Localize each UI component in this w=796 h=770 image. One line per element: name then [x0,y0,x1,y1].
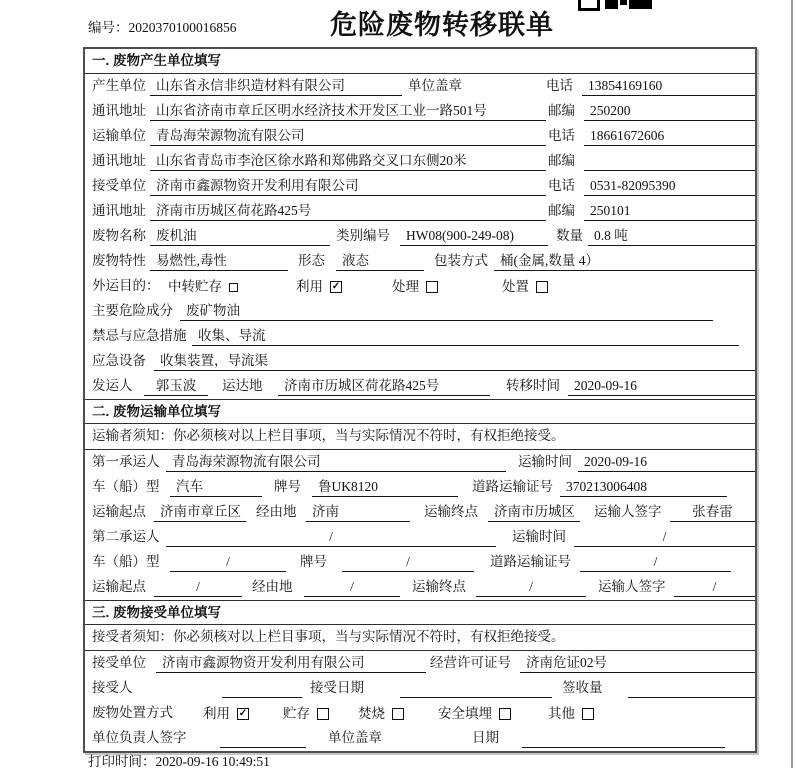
field-label: 单位盖章 [408,78,462,94]
checkbox-label: 安全填埋 [438,706,492,722]
form-row [85,199,755,224]
form-section [85,600,755,751]
checkbox-field [358,706,438,723]
field-label: 通讯地址 [92,203,146,219]
field-value: / [574,529,755,547]
field-label: 运输人签字 [594,504,662,520]
field-label: 发运人 [92,378,133,394]
field-label: 日期 [472,730,499,746]
section-header: 三. 废物接受单位填写 [85,600,755,625]
field-value: 收集装置，导流渠 [154,353,755,371]
checkbox-field [168,279,296,296]
checkbox-unchecked [499,708,511,720]
checkbox-label: 中转贮存 [168,279,222,295]
form-row [85,99,755,124]
field-label: 道路运输证号 [472,479,553,495]
field-value: 桶(金属,数量 4） [494,253,755,271]
field-label: 通讯地址 [92,153,146,169]
form-section [85,49,755,399]
field-label: 运输终点 [424,504,478,520]
field-value: 郭玉波 [144,378,208,396]
field-value: 废机油 [150,228,330,246]
field-label: 接受人 [92,680,133,696]
field-value: 鲁UK8120 [312,479,458,497]
field-value: 250200 [584,103,755,121]
form-row [85,349,755,374]
field-value: 济南市历城区 [488,504,580,522]
print-time: 打印时间：2020-09-16 10:49:51 [88,754,270,769]
field-label: 邮编 [548,103,575,119]
field-value-empty [220,732,306,748]
checkbox-label: 焚烧 [358,706,385,722]
field-label: 主要危险成分 [92,303,173,319]
form-row [85,726,755,751]
field-label: 接受日期 [310,680,364,696]
field-label: 通讯地址 [92,103,146,119]
form-row [85,550,755,575]
field-value: 2020-09-16 [578,454,755,472]
field-label: 运达地 [222,378,263,394]
field-label: 废物特性 [92,253,146,269]
form-row [85,701,755,726]
form-section [85,399,755,600]
form-row [85,500,755,525]
field-label: 单位盖章 [328,730,382,746]
field-label: 运输时间 [518,454,572,470]
checkbox-field [502,279,548,296]
field-value: 济南市章丘区 [154,504,246,522]
field-value: 济南市历城区荷花路425号 [150,203,546,221]
field-label: 车（船）型 [92,479,160,495]
field-label: 运输时间 [512,529,566,545]
field-label: 废物名称 [92,228,146,244]
page-title: 危险废物转移联单 [330,10,554,40]
field-value-empty [222,682,302,698]
section-header: 二. 废物运输单位填写 [85,399,755,424]
field-label: 接受者须知：你必须核对以上栏目事项，当与实际情况不符时，有权拒绝接受。 [92,628,565,644]
checkbox-label: 处置 [502,279,529,295]
field-label: 废物处置方式 [92,705,173,721]
checkbox-field [283,706,358,723]
section-header: 一. 废物产生单位填写 [85,49,755,74]
checkbox-unchecked [582,708,594,720]
checkbox-label: 利用 [203,706,230,722]
field-value: 18661672606 [584,128,755,146]
field-label: 经营许可证号 [430,655,511,671]
qr-block [629,0,652,9]
field-value: 370213006408 [560,479,727,497]
field-label: 运输终点 [412,579,466,595]
form-row [85,651,755,676]
field-value: 张春雷 [670,504,755,522]
checkbox-field [296,279,392,296]
field-value: 汽车 [170,479,262,497]
form-row [85,74,755,99]
field-value-empty [400,682,552,698]
qr-block [605,0,618,9]
field-value: 13854169160 [582,78,755,96]
form-row [85,124,755,149]
field-label: 包装方式 [434,253,488,269]
field-label: 邮编 [548,203,575,219]
checkbox-label: 利用 [296,279,323,295]
field-value: 山东省青岛市李沧区徐水路和郑佛路交叉口东侧20米 [150,153,546,171]
field-label: 道路运输证号 [490,554,571,570]
notice-row [85,625,755,651]
field-value: 济南市鑫源物资开发利用有限公司 [156,655,426,673]
field-value: / [170,554,286,572]
field-value: / [304,579,400,597]
field-label: 运输者须知：你必须核对以上栏目事项，当与实际情况不符时，有权拒绝接受。 [92,427,565,443]
serial-number: 编号：2020370100016856 [88,20,237,35]
checkbox-unchecked [229,283,238,292]
field-label: 应急设备 [92,353,146,369]
field-value: 青岛海荣源物流有限公司 [150,128,546,146]
checkbox-label: 处理 [392,279,419,295]
form-row [85,174,755,199]
form-row [85,299,755,324]
checkbox-label: 其他 [548,706,575,722]
checkbox-label: 贮存 [283,706,310,722]
field-label: 车（船）型 [92,554,160,570]
form-row [85,676,755,701]
field-label: 签收量 [562,680,603,696]
checkbox-unchecked [426,281,438,293]
field-label: 第二承运人 [92,529,160,545]
field-label: 经由地 [256,504,297,520]
field-value: 收集、导流 [192,328,739,346]
checkbox-field [548,706,594,723]
field-label: 电话 [548,178,575,194]
field-label: 牌号 [274,479,301,495]
form-row [85,274,755,299]
checkbox-field [438,706,548,723]
field-label: 接受单位 [92,655,146,671]
field-value: 液态 [336,253,424,271]
form-row [85,249,755,274]
field-label: 类别编号 [336,228,390,244]
field-label: 牌号 [300,554,327,570]
form-row [85,525,755,550]
checkbox-checked: ✓ [238,708,248,720]
field-label: 单位负责人签字 [92,730,187,746]
field-label: 运输人签字 [598,579,666,595]
field-value: 济南市历城区荷花路425号 [278,378,490,396]
field-value: 山东省济南市章丘区明水经济技术开发区工业一路501号 [150,103,546,121]
field-label: 形态 [298,253,325,269]
field-value: 易燃性,毒性 [150,253,288,271]
field-value: 济南危证02号 [520,655,755,673]
field-label: 产生单位 [92,78,146,94]
checkbox-checked: ✓ [331,281,341,293]
form-row [85,224,755,249]
form-row [85,374,755,399]
field-label: 禁忌与应急措施 [92,328,187,344]
form-row [85,475,755,500]
field-value: 济南 [306,504,410,522]
field-label: 运输单位 [92,128,146,144]
field-label: 第一承运人 [92,454,160,470]
checkbox-field [203,706,283,723]
field-label: 经由地 [252,579,293,595]
field-value: / [154,579,242,597]
field-label: 电话 [548,128,575,144]
field-label: 外运目的： [92,278,160,294]
field-label: 接受单位 [92,178,146,194]
field-value: / [674,579,755,597]
checkbox-unchecked [536,281,548,293]
field-value: 0.8 吨 [588,228,755,246]
field-value: 济南市鑫源物资开发利用有限公司 [150,178,546,196]
field-value: 250101 [584,203,755,221]
field-value: 山东省永信非织造材料有限公司 [150,78,402,96]
field-value: / [342,554,474,572]
field-label: 数量 [556,228,583,244]
field-value-empty [628,682,755,698]
qr-artifact [578,0,654,11]
field-label: 转移时间 [506,378,560,394]
field-value: 废矿物油 [180,303,713,321]
form-row [85,450,755,475]
form-row [85,324,755,349]
field-value: HW08(900-249-08) [400,228,548,246]
notice-row [85,424,755,450]
field-label: 运输起点 [92,504,146,520]
form-row [85,575,755,600]
field-label: 电话 [546,78,573,94]
field-value: 青岛海荣源物流有限公司 [166,454,506,472]
checkbox-field [392,279,502,296]
field-value: 2020-09-16 [568,378,755,396]
field-value: / [476,579,586,597]
field-value-empty [522,732,725,748]
manifest-table [83,47,757,753]
field-value: / [580,554,731,572]
qr-block [620,0,627,5]
field-label: 运输起点 [92,579,146,595]
checkbox-unchecked [317,708,329,720]
field-value: / [166,529,496,547]
page-edge-line [791,0,793,768]
field-label: 邮编 [548,153,575,169]
field-value-empty [584,155,755,171]
qr-block [578,0,600,11]
checkbox-unchecked [392,708,404,720]
form-row [85,149,755,174]
field-value: 0531-82095390 [584,178,755,196]
